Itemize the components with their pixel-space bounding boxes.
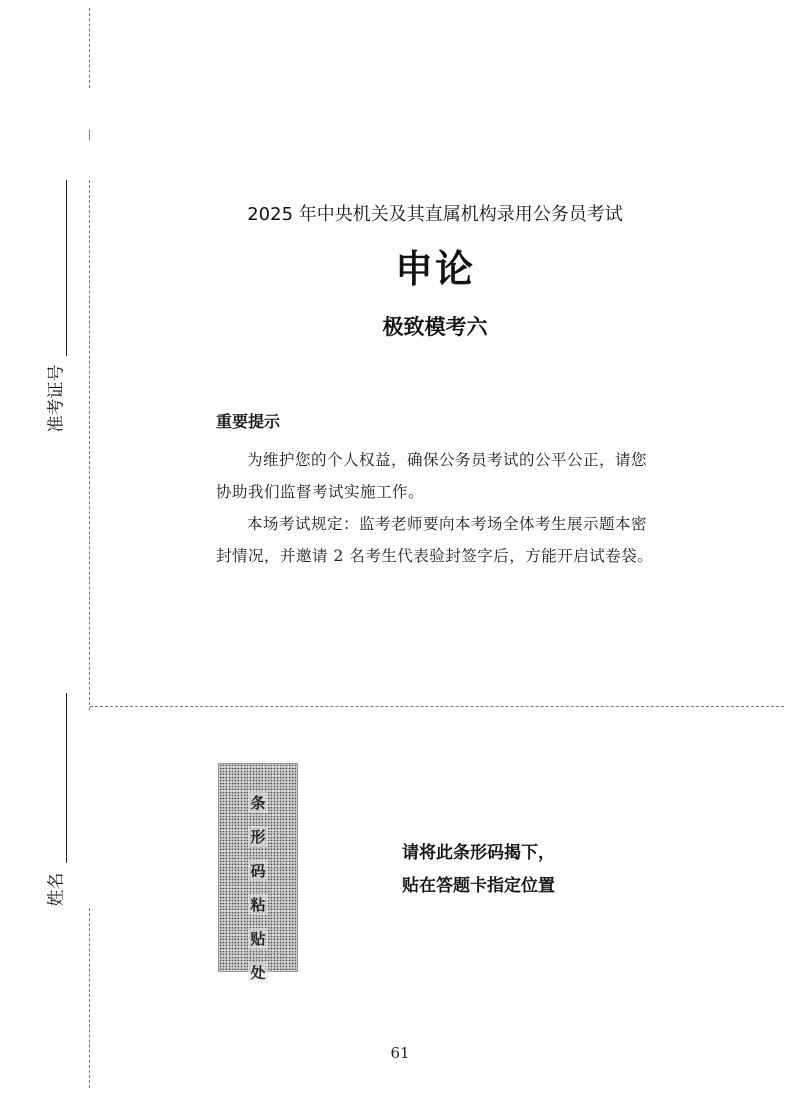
binding-dashed-line-top: [89, 8, 90, 88]
mock-exam-title: 极致模考六: [382, 314, 488, 339]
barcode-sticker-area: [218, 763, 298, 982]
barcode-char: 处: [250, 964, 266, 982]
barcode-char: 形: [250, 828, 266, 846]
barcode-instruction-line-2: 贴在答题卡指定位置: [402, 876, 555, 896]
notice-heading: 重要提示: [216, 412, 281, 431]
notice-paragraph-1: 为维护您的个人权益，确保公务员考试的公平公正，请您协助我们监督考试实施工作。: [216, 451, 648, 501]
subject-title: 申论: [394, 247, 475, 291]
name-line: [66, 693, 67, 863]
barcode-char: 粘: [250, 896, 266, 914]
admission-number-label: 准考证号: [46, 364, 67, 433]
barcode-char: 码: [250, 862, 266, 880]
barcode-instruction-line-1: 请将此条形码揭下，: [402, 843, 555, 863]
exam-title: 2025 年中央机关及其直属机构录用公务员考试: [247, 204, 623, 225]
notice-paragraph-2: 本场考试规定：监考老师要向本考场全体考生展示题本密封情况，并邀请 2 名考生代表验封签字后，方能开启试卷袋。: [216, 515, 654, 565]
binding-dashed-line-segment: [89, 130, 90, 140]
seal-dashed-line: [90, 706, 784, 707]
barcode-char: 条: [250, 794, 266, 812]
page-number: 61: [390, 1044, 410, 1062]
barcode-char: 贴: [250, 930, 266, 948]
name-label: 姓名: [46, 872, 67, 907]
